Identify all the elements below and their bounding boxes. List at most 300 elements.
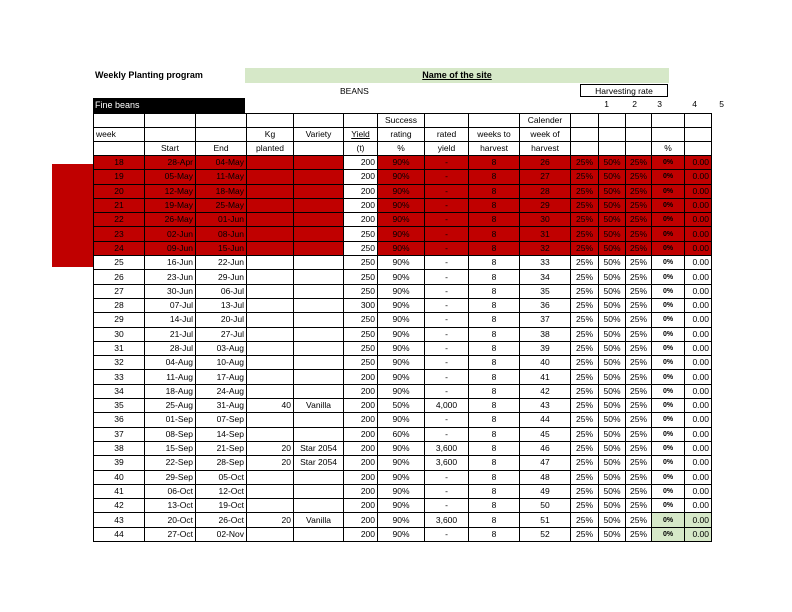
h4-cell[interactable]: 0% — [652, 384, 685, 398]
h2-cell[interactable]: 50% — [599, 470, 626, 484]
success-cell[interactable]: 90% — [378, 527, 425, 541]
week-cell[interactable]: 36 — [94, 413, 145, 427]
kg-cell[interactable] — [247, 356, 294, 370]
kg-cell[interactable] — [247, 384, 294, 398]
weeks-cell[interactable]: 8 — [469, 184, 520, 198]
weeks-cell[interactable]: 8 — [469, 170, 520, 184]
end-cell[interactable]: 10-Aug — [196, 356, 247, 370]
rated-cell[interactable]: - — [425, 341, 469, 355]
week-cell[interactable]: 30 — [94, 327, 145, 341]
h4-cell[interactable]: 0% — [652, 213, 685, 227]
week-cell[interactable]: 24 — [94, 241, 145, 255]
end-cell[interactable]: 03-Aug — [196, 341, 247, 355]
start-cell[interactable]: 11-Aug — [145, 370, 196, 384]
end-cell[interactable]: 22-Jun — [196, 256, 247, 270]
week-cell[interactable]: 20 — [94, 184, 145, 198]
variety-cell[interactable] — [294, 156, 344, 170]
start-cell[interactable]: 13-Oct — [145, 499, 196, 513]
h4-cell[interactable]: 0% — [652, 341, 685, 355]
rated-cell[interactable]: - — [425, 499, 469, 513]
weeks-cell[interactable]: 8 — [469, 327, 520, 341]
rated-cell[interactable]: - — [425, 184, 469, 198]
h2-cell[interactable]: 50% — [599, 456, 626, 470]
h1-cell[interactable]: 25% — [571, 384, 599, 398]
h4-cell[interactable]: 0% — [652, 427, 685, 441]
weeks-cell[interactable]: 8 — [469, 441, 520, 455]
cal-cell[interactable]: 51 — [520, 513, 571, 527]
h2-cell[interactable]: 50% — [599, 241, 626, 255]
cal-cell[interactable]: 43 — [520, 399, 571, 413]
success-cell[interactable]: 90% — [378, 413, 425, 427]
h5-cell[interactable]: 0.00 — [685, 298, 712, 312]
variety-cell[interactable] — [294, 470, 344, 484]
h3-cell[interactable]: 25% — [626, 284, 652, 298]
h2-cell[interactable]: 50% — [599, 441, 626, 455]
yield-cell[interactable]: 200 — [344, 456, 378, 470]
h4-cell[interactable]: 0% — [652, 256, 685, 270]
weeks-cell[interactable]: 8 — [469, 241, 520, 255]
h3-cell[interactable]: 25% — [626, 399, 652, 413]
week-cell[interactable]: 31 — [94, 341, 145, 355]
cal-cell[interactable]: 49 — [520, 484, 571, 498]
h2-cell[interactable]: 50% — [599, 499, 626, 513]
cal-cell[interactable]: 50 — [520, 499, 571, 513]
cal-cell[interactable]: 36 — [520, 298, 571, 312]
variety-cell[interactable] — [294, 370, 344, 384]
kg-cell[interactable] — [247, 298, 294, 312]
kg-cell[interactable] — [247, 341, 294, 355]
week-cell[interactable]: 39 — [94, 456, 145, 470]
end-cell[interactable]: 25-May — [196, 198, 247, 212]
cal-cell[interactable]: 40 — [520, 356, 571, 370]
h4-cell[interactable]: 0% — [652, 170, 685, 184]
yield-cell[interactable]: 200 — [344, 470, 378, 484]
end-cell[interactable]: 11-May — [196, 170, 247, 184]
yield-cell[interactable]: 250 — [344, 313, 378, 327]
cal-cell[interactable]: 45 — [520, 427, 571, 441]
success-cell[interactable]: 90% — [378, 156, 425, 170]
start-cell[interactable]: 20-Oct — [145, 513, 196, 527]
h4-cell[interactable]: 0% — [652, 198, 685, 212]
cal-cell[interactable]: 44 — [520, 413, 571, 427]
cal-cell[interactable]: 32 — [520, 241, 571, 255]
end-cell[interactable]: 06-Jul — [196, 284, 247, 298]
yield-cell[interactable]: 200 — [344, 513, 378, 527]
yield-cell[interactable]: 250 — [344, 241, 378, 255]
yield-cell[interactable]: 250 — [344, 270, 378, 284]
h4-cell[interactable]: 0% — [652, 513, 685, 527]
kg-cell[interactable] — [247, 256, 294, 270]
start-cell[interactable]: 14-Jul — [145, 313, 196, 327]
start-cell[interactable]: 12-May — [145, 184, 196, 198]
yield-cell[interactable]: 200 — [344, 198, 378, 212]
yield-cell[interactable]: 250 — [344, 327, 378, 341]
h2-cell[interactable]: 50% — [599, 213, 626, 227]
success-cell[interactable]: 90% — [378, 284, 425, 298]
h1-cell[interactable]: 25% — [571, 184, 599, 198]
end-cell[interactable]: 29-Jun — [196, 270, 247, 284]
h2-cell[interactable]: 50% — [599, 484, 626, 498]
kg-cell[interactable] — [247, 427, 294, 441]
h4-cell[interactable]: 0% — [652, 313, 685, 327]
week-cell[interactable]: 27 — [94, 284, 145, 298]
cal-cell[interactable]: 52 — [520, 527, 571, 541]
kg-cell[interactable] — [247, 413, 294, 427]
success-cell[interactable]: 90% — [378, 499, 425, 513]
h1-cell[interactable]: 25% — [571, 413, 599, 427]
start-cell[interactable]: 04-Aug — [145, 356, 196, 370]
end-cell[interactable]: 04-May — [196, 156, 247, 170]
site-name-field[interactable] — [245, 68, 669, 83]
success-cell[interactable]: 90% — [378, 298, 425, 312]
week-cell[interactable]: 25 — [94, 256, 145, 270]
h5-cell[interactable]: 0.00 — [685, 441, 712, 455]
h1-cell[interactable]: 25% — [571, 198, 599, 212]
kg-cell[interactable] — [247, 213, 294, 227]
h3-cell[interactable]: 25% — [626, 484, 652, 498]
yield-cell[interactable]: 200 — [344, 156, 378, 170]
start-cell[interactable]: 29-Sep — [145, 470, 196, 484]
start-cell[interactable]: 05-May — [145, 170, 196, 184]
h5-cell[interactable]: 0.00 — [685, 213, 712, 227]
success-cell[interactable]: 90% — [378, 341, 425, 355]
h3-cell[interactable]: 25% — [626, 527, 652, 541]
h5-cell[interactable]: 0.00 — [685, 227, 712, 241]
end-cell[interactable]: 14-Sep — [196, 427, 247, 441]
h5-cell[interactable]: 0.00 — [685, 256, 712, 270]
h3-cell[interactable]: 25% — [626, 241, 652, 255]
kg-cell[interactable] — [247, 527, 294, 541]
rated-cell[interactable]: - — [425, 484, 469, 498]
h1-cell[interactable]: 25% — [571, 527, 599, 541]
end-cell[interactable]: 18-May — [196, 184, 247, 198]
weeks-cell[interactable]: 8 — [469, 484, 520, 498]
h1-cell[interactable]: 25% — [571, 256, 599, 270]
h1-cell[interactable]: 25% — [571, 227, 599, 241]
h5-cell[interactable]: 0.00 — [685, 170, 712, 184]
h3-cell[interactable]: 25% — [626, 170, 652, 184]
end-cell[interactable]: 20-Jul — [196, 313, 247, 327]
rated-cell[interactable]: - — [425, 370, 469, 384]
h3-cell[interactable]: 25% — [626, 427, 652, 441]
week-cell[interactable]: 22 — [94, 213, 145, 227]
h2-cell[interactable]: 50% — [599, 198, 626, 212]
weeks-cell[interactable]: 8 — [469, 399, 520, 413]
h4-cell[interactable]: 0% — [652, 456, 685, 470]
yield-cell[interactable]: 200 — [344, 184, 378, 198]
end-cell[interactable]: 07-Sep — [196, 413, 247, 427]
h5-cell[interactable]: 0.00 — [685, 384, 712, 398]
h1-cell[interactable]: 25% — [571, 213, 599, 227]
rated-cell[interactable]: - — [425, 470, 469, 484]
h3-cell[interactable]: 25% — [626, 156, 652, 170]
start-cell[interactable]: 06-Oct — [145, 484, 196, 498]
h2-cell[interactable]: 50% — [599, 384, 626, 398]
h3-cell[interactable]: 25% — [626, 327, 652, 341]
h2-cell[interactable]: 50% — [599, 527, 626, 541]
rated-cell[interactable]: - — [425, 170, 469, 184]
h2-cell[interactable]: 50% — [599, 184, 626, 198]
variety-cell[interactable]: Star 2054 — [294, 456, 344, 470]
end-cell[interactable]: 21-Sep — [196, 441, 247, 455]
week-cell[interactable]: 33 — [94, 370, 145, 384]
cal-cell[interactable]: 39 — [520, 341, 571, 355]
h1-cell[interactable]: 25% — [571, 399, 599, 413]
start-cell[interactable]: 28-Jul — [145, 341, 196, 355]
kg-cell[interactable] — [247, 284, 294, 298]
kg-cell[interactable] — [247, 241, 294, 255]
h3-cell[interactable]: 25% — [626, 256, 652, 270]
variety-cell[interactable] — [294, 256, 344, 270]
success-cell[interactable]: 90% — [378, 170, 425, 184]
h5-cell[interactable]: 0.00 — [685, 241, 712, 255]
h5-cell[interactable]: 0.00 — [685, 484, 712, 498]
kg-cell[interactable] — [247, 227, 294, 241]
end-cell[interactable]: 26-Oct — [196, 513, 247, 527]
success-cell[interactable]: 90% — [378, 227, 425, 241]
cal-cell[interactable]: 48 — [520, 470, 571, 484]
h1-cell[interactable]: 25% — [571, 170, 599, 184]
week-cell[interactable]: 42 — [94, 499, 145, 513]
yield-cell[interactable]: 200 — [344, 384, 378, 398]
cal-cell[interactable]: 31 — [520, 227, 571, 241]
variety-cell[interactable] — [294, 241, 344, 255]
h5-cell[interactable]: 0.00 — [685, 356, 712, 370]
cal-cell[interactable]: 29 — [520, 198, 571, 212]
h4-cell[interactable]: 0% — [652, 527, 685, 541]
cal-cell[interactable]: 41 — [520, 370, 571, 384]
h4-cell[interactable]: 0% — [652, 470, 685, 484]
h4-cell[interactable]: 0% — [652, 356, 685, 370]
week-cell[interactable]: 26 — [94, 270, 145, 284]
variety-cell[interactable] — [294, 298, 344, 312]
h3-cell[interactable]: 25% — [626, 270, 652, 284]
weeks-cell[interactable]: 8 — [469, 270, 520, 284]
success-cell[interactable]: 90% — [378, 241, 425, 255]
week-cell[interactable]: 21 — [94, 198, 145, 212]
rated-cell[interactable]: - — [425, 427, 469, 441]
h1-cell[interactable]: 25% — [571, 341, 599, 355]
weeks-cell[interactable]: 8 — [469, 456, 520, 470]
weeks-cell[interactable]: 8 — [469, 356, 520, 370]
h5-cell[interactable]: 0.00 — [685, 499, 712, 513]
h4-cell[interactable]: 0% — [652, 184, 685, 198]
h3-cell[interactable]: 25% — [626, 198, 652, 212]
variety-cell[interactable] — [294, 384, 344, 398]
h1-cell[interactable]: 25% — [571, 484, 599, 498]
weeks-cell[interactable]: 8 — [469, 470, 520, 484]
h3-cell[interactable]: 25% — [626, 298, 652, 312]
success-cell[interactable]: 90% — [378, 384, 425, 398]
weeks-cell[interactable]: 8 — [469, 370, 520, 384]
h5-cell[interactable]: 0.00 — [685, 156, 712, 170]
variety-cell[interactable] — [294, 198, 344, 212]
rated-cell[interactable]: - — [425, 256, 469, 270]
kg-cell[interactable] — [247, 156, 294, 170]
h5-cell[interactable]: 0.00 — [685, 327, 712, 341]
weeks-cell[interactable]: 8 — [469, 156, 520, 170]
variety-cell[interactable] — [294, 527, 344, 541]
h2-cell[interactable]: 50% — [599, 427, 626, 441]
weeks-cell[interactable]: 8 — [469, 298, 520, 312]
rated-cell[interactable]: - — [425, 227, 469, 241]
h5-cell[interactable]: 0.00 — [685, 270, 712, 284]
yield-cell[interactable]: 200 — [344, 427, 378, 441]
h5-cell[interactable]: 0.00 — [685, 313, 712, 327]
kg-cell[interactable] — [247, 184, 294, 198]
h4-cell[interactable]: 0% — [652, 327, 685, 341]
rated-cell[interactable]: - — [425, 270, 469, 284]
h1-cell[interactable]: 25% — [571, 499, 599, 513]
h2-cell[interactable]: 50% — [599, 284, 626, 298]
week-cell[interactable]: 28 — [94, 298, 145, 312]
kg-cell[interactable] — [247, 484, 294, 498]
h4-cell[interactable]: 0% — [652, 156, 685, 170]
h1-cell[interactable]: 25% — [571, 327, 599, 341]
cal-cell[interactable]: 28 — [520, 184, 571, 198]
weeks-cell[interactable]: 8 — [469, 499, 520, 513]
success-cell[interactable]: 90% — [378, 441, 425, 455]
weeks-cell[interactable]: 8 — [469, 527, 520, 541]
cal-cell[interactable]: 27 — [520, 170, 571, 184]
h5-cell[interactable]: 0.00 — [685, 470, 712, 484]
h1-cell[interactable]: 25% — [571, 270, 599, 284]
h4-cell[interactable]: 0% — [652, 227, 685, 241]
kg-cell[interactable] — [247, 313, 294, 327]
yield-cell[interactable]: 200 — [344, 441, 378, 455]
yield-cell[interactable]: 200 — [344, 213, 378, 227]
h2-cell[interactable]: 50% — [599, 370, 626, 384]
h2-cell[interactable]: 50% — [599, 327, 626, 341]
h5-cell[interactable]: 0.00 — [685, 284, 712, 298]
h2-cell[interactable]: 50% — [599, 170, 626, 184]
weeks-cell[interactable]: 8 — [469, 313, 520, 327]
kg-cell[interactable]: 40 — [247, 399, 294, 413]
success-cell[interactable]: 90% — [378, 313, 425, 327]
week-cell[interactable]: 34 — [94, 384, 145, 398]
rated-cell[interactable]: - — [425, 313, 469, 327]
end-cell[interactable]: 27-Jul — [196, 327, 247, 341]
yield-cell[interactable]: 200 — [344, 170, 378, 184]
h2-cell[interactable]: 50% — [599, 156, 626, 170]
yield-cell[interactable]: 200 — [344, 484, 378, 498]
end-cell[interactable]: 15-Jun — [196, 241, 247, 255]
h4-cell[interactable]: 0% — [652, 399, 685, 413]
h5-cell[interactable]: 0.00 — [685, 198, 712, 212]
h3-cell[interactable]: 25% — [626, 356, 652, 370]
end-cell[interactable]: 24-Aug — [196, 384, 247, 398]
yield-cell[interactable]: 250 — [344, 256, 378, 270]
weeks-cell[interactable]: 8 — [469, 413, 520, 427]
week-cell[interactable]: 29 — [94, 313, 145, 327]
start-cell[interactable]: 28-Apr — [145, 156, 196, 170]
h4-cell[interactable]: 0% — [652, 413, 685, 427]
h2-cell[interactable]: 50% — [599, 341, 626, 355]
start-cell[interactable]: 23-Jun — [145, 270, 196, 284]
variety-cell[interactable]: Vanilla — [294, 513, 344, 527]
variety-cell[interactable] — [294, 499, 344, 513]
variety-cell[interactable] — [294, 170, 344, 184]
success-cell[interactable]: 50% — [378, 399, 425, 413]
h4-cell[interactable]: 0% — [652, 298, 685, 312]
h2-cell[interactable]: 50% — [599, 356, 626, 370]
h3-cell[interactable]: 25% — [626, 227, 652, 241]
rated-cell[interactable]: - — [425, 241, 469, 255]
success-cell[interactable]: 90% — [378, 456, 425, 470]
cal-cell[interactable]: 38 — [520, 327, 571, 341]
start-cell[interactable]: 21-Jul — [145, 327, 196, 341]
week-cell[interactable]: 35 — [94, 399, 145, 413]
start-cell[interactable]: 22-Sep — [145, 456, 196, 470]
yield-cell[interactable]: 200 — [344, 399, 378, 413]
rated-cell[interactable]: - — [425, 298, 469, 312]
h5-cell[interactable]: 0.00 — [685, 399, 712, 413]
weeks-cell[interactable]: 8 — [469, 284, 520, 298]
h1-cell[interactable]: 25% — [571, 356, 599, 370]
cal-cell[interactable]: 26 — [520, 156, 571, 170]
h5-cell[interactable]: 0.00 — [685, 413, 712, 427]
h3-cell[interactable]: 25% — [626, 456, 652, 470]
week-cell[interactable]: 23 — [94, 227, 145, 241]
rated-cell[interactable]: 4,000 — [425, 399, 469, 413]
cal-cell[interactable]: 42 — [520, 384, 571, 398]
start-cell[interactable]: 07-Jul — [145, 298, 196, 312]
h3-cell[interactable]: 25% — [626, 213, 652, 227]
h5-cell[interactable]: 0.00 — [685, 427, 712, 441]
start-cell[interactable]: 18-Aug — [145, 384, 196, 398]
start-cell[interactable]: 30-Jun — [145, 284, 196, 298]
cal-cell[interactable]: 34 — [520, 270, 571, 284]
start-cell[interactable]: 09-Jun — [145, 241, 196, 255]
kg-cell[interactable] — [247, 499, 294, 513]
start-cell[interactable]: 19-May — [145, 198, 196, 212]
week-cell[interactable]: 19 — [94, 170, 145, 184]
yield-cell[interactable]: 250 — [344, 356, 378, 370]
cal-cell[interactable]: 30 — [520, 213, 571, 227]
h1-cell[interactable]: 25% — [571, 441, 599, 455]
yield-cell[interactable]: 300 — [344, 298, 378, 312]
end-cell[interactable]: 02-Nov — [196, 527, 247, 541]
start-cell[interactable]: 01-Sep — [145, 413, 196, 427]
h4-cell[interactable]: 0% — [652, 484, 685, 498]
weeks-cell[interactable]: 8 — [469, 384, 520, 398]
kg-cell[interactable] — [247, 370, 294, 384]
variety-cell[interactable] — [294, 327, 344, 341]
success-cell[interactable]: 90% — [378, 184, 425, 198]
kg-cell[interactable] — [247, 198, 294, 212]
variety-cell[interactable] — [294, 313, 344, 327]
h2-cell[interactable]: 50% — [599, 270, 626, 284]
h1-cell[interactable]: 25% — [571, 241, 599, 255]
rated-cell[interactable]: - — [425, 156, 469, 170]
h2-cell[interactable]: 50% — [599, 298, 626, 312]
rated-cell[interactable]: 3,600 — [425, 456, 469, 470]
h3-cell[interactable]: 25% — [626, 513, 652, 527]
variety-cell[interactable] — [294, 341, 344, 355]
end-cell[interactable]: 12-Oct — [196, 484, 247, 498]
cal-cell[interactable]: 35 — [520, 284, 571, 298]
variety-cell[interactable] — [294, 484, 344, 498]
h4-cell[interactable]: 0% — [652, 370, 685, 384]
weeks-cell[interactable]: 8 — [469, 341, 520, 355]
kg-cell[interactable]: 20 — [247, 441, 294, 455]
end-cell[interactable]: 31-Aug — [196, 399, 247, 413]
h3-cell[interactable]: 25% — [626, 313, 652, 327]
weeks-cell[interactable]: 8 — [469, 198, 520, 212]
variety-cell[interactable] — [294, 270, 344, 284]
h5-cell[interactable]: 0.00 — [685, 456, 712, 470]
h3-cell[interactable]: 25% — [626, 470, 652, 484]
